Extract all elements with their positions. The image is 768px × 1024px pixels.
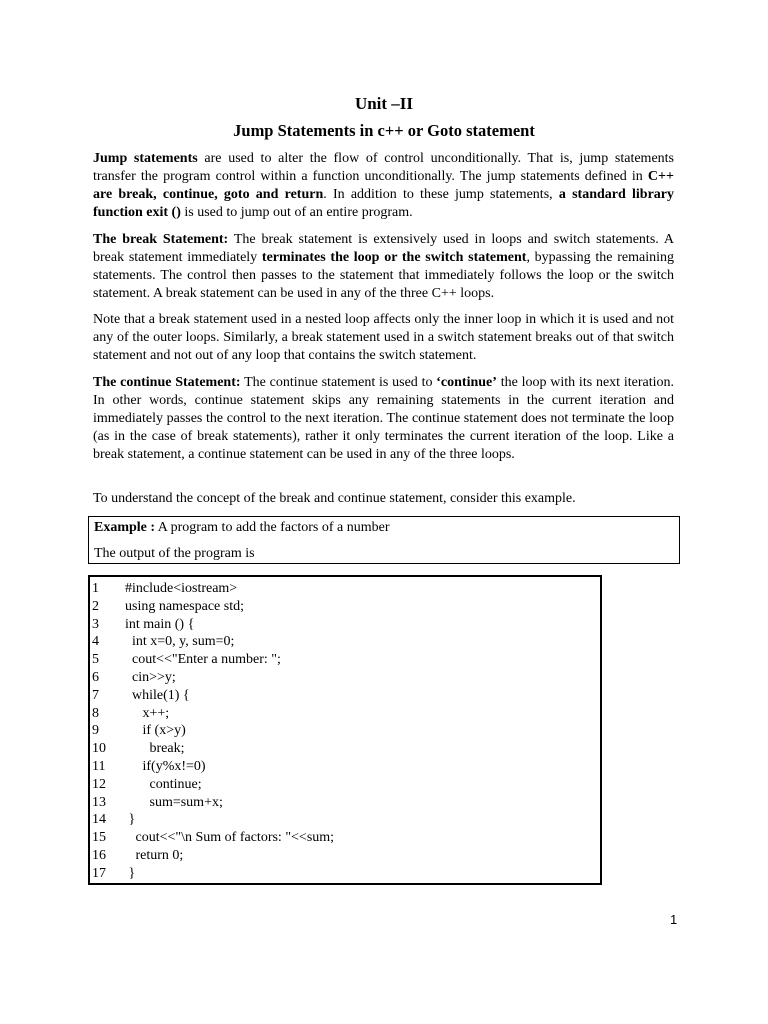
- paragraph-text: the loop with its next iteration. In other words, continue statement skips any remaining statements in the current iteration and immediately passes the control to the next iteration. The continue statement does not terminate the loop (as in the case of break statements), rather it only terminates the current iteration of the loop. Like a break statement, a continue statement can be used in any of the three loops.: [93, 375, 674, 462]
- line-number: 7: [92, 687, 99, 703]
- paragraph-nested-loop-note: [93, 311, 674, 365]
- code-line: [90, 669, 600, 687]
- line-number: 14: [92, 812, 106, 828]
- line-number: 11: [92, 759, 106, 774]
- example-label: Example :: [94, 520, 156, 535]
- line-number: 4: [92, 634, 99, 650]
- code-line: [90, 616, 600, 634]
- code-text: int main () {: [125, 616, 195, 632]
- line-number: 9: [92, 723, 99, 739]
- code-text: int x=0, y, sum=0;: [125, 634, 235, 650]
- paragraph-text: The break statement is extensively used in loops and switch statements. A break statement immediately: [93, 232, 675, 265]
- page-number: 1: [670, 912, 678, 927]
- code-line: [90, 687, 600, 705]
- code-line: [90, 811, 600, 829]
- line-number: 5: [92, 652, 99, 668]
- code-text: break;: [125, 741, 185, 757]
- code-line: [90, 580, 600, 598]
- code-text: return 0;: [125, 848, 184, 863]
- code-line: [90, 598, 600, 616]
- code-text: }: [125, 865, 136, 881]
- example-text: A program to add the factors of a number: [155, 520, 390, 535]
- line-number: 1: [92, 581, 99, 596]
- paragraph-text: , bypassing the remaining statements. The control then passes to the statement that immediately follows the loop or the switch statement. A break statement can be used in any of the three C++ loops.: [93, 250, 675, 301]
- example-description: [94, 520, 390, 536]
- paragraph-text: To understand the concept of the break and continue statement, consider this example.: [93, 491, 576, 506]
- line-number: 17: [92, 865, 106, 881]
- paragraph-jump-statements: [93, 150, 674, 222]
- bold-term: C++ are break, continue, goto and return: [93, 169, 674, 202]
- code-line: [90, 705, 600, 723]
- code-text: x++;: [125, 705, 170, 721]
- code-text: cin>>y;: [125, 670, 176, 685]
- line-number: 16: [92, 848, 106, 863]
- code-text: if (x>y): [125, 723, 186, 739]
- code-line: [90, 651, 600, 669]
- line-number: 13: [92, 794, 106, 810]
- code-line: [90, 794, 600, 812]
- bold-term: ‘continue’: [436, 375, 497, 390]
- code-text: sum=sum+x;: [125, 794, 223, 810]
- paragraph-example-intro: [93, 490, 674, 508]
- line-number: 6: [92, 670, 99, 685]
- code-text: continue;: [125, 776, 202, 792]
- code-line: [90, 633, 600, 651]
- code-listing: [88, 575, 602, 885]
- code-line: [90, 847, 600, 865]
- code-line: [90, 758, 600, 776]
- line-number: 3: [92, 616, 99, 632]
- paragraph-text: Note that a break statement used in a nested loop affects only the inner loop in which it is used and not any of the outer loops. Similarly, a break statement used in a switch statement breaks out of that switch statement and not out of any loop that contains the switch statement.: [93, 312, 674, 363]
- line-number: 15: [92, 830, 106, 846]
- paragraph-continue-statement: [93, 374, 674, 464]
- line-number: 10: [92, 741, 106, 757]
- unit-heading: Unit –II: [354, 94, 414, 113]
- code-text: while(1) {: [125, 687, 190, 703]
- example-box: [88, 516, 680, 564]
- code-text: cout<<"Enter a number: ";: [125, 652, 281, 668]
- code-text: cout<<"\n Sum of factors: "<<sum;: [125, 830, 335, 846]
- paragraph-text: The continue statement is used to: [240, 375, 437, 390]
- paragraph-break-statement: [93, 231, 674, 303]
- paragraph-text: is used to jump out of an entire program.: [180, 205, 413, 220]
- bold-term: a standard library function exit (): [93, 187, 674, 220]
- bold-term: The break Statement:: [93, 232, 229, 247]
- code-line: [90, 776, 600, 794]
- line-number: 12: [92, 776, 106, 792]
- bold-term: terminates the loop or the switch statement: [261, 250, 527, 265]
- example-output-line: The output of the program is: [94, 546, 255, 561]
- code-text: #include<iostream>: [125, 581, 238, 596]
- code-text: using namespace std;: [125, 598, 244, 614]
- code-line: [90, 865, 600, 883]
- line-number: 2: [92, 598, 99, 614]
- code-text: if(y%x!=0): [125, 759, 206, 774]
- paragraph-text: are used to alter the flow of control unconditionally. That is, jump statements transfer the program control within a function unconditionally. The jump statements defined in: [93, 151, 674, 184]
- code-line: [90, 740, 600, 758]
- code-text: }: [125, 812, 136, 828]
- bold-term: The continue Statement:: [93, 375, 241, 390]
- page-title: Jump Statements in c++ or Goto statement: [233, 121, 535, 140]
- code-line: [90, 722, 600, 740]
- paragraph-text: . In addition to these jump statements,: [323, 187, 559, 202]
- bold-term: Jump statements: [93, 151, 198, 166]
- line-number: 8: [92, 705, 99, 721]
- code-line: [90, 829, 600, 847]
